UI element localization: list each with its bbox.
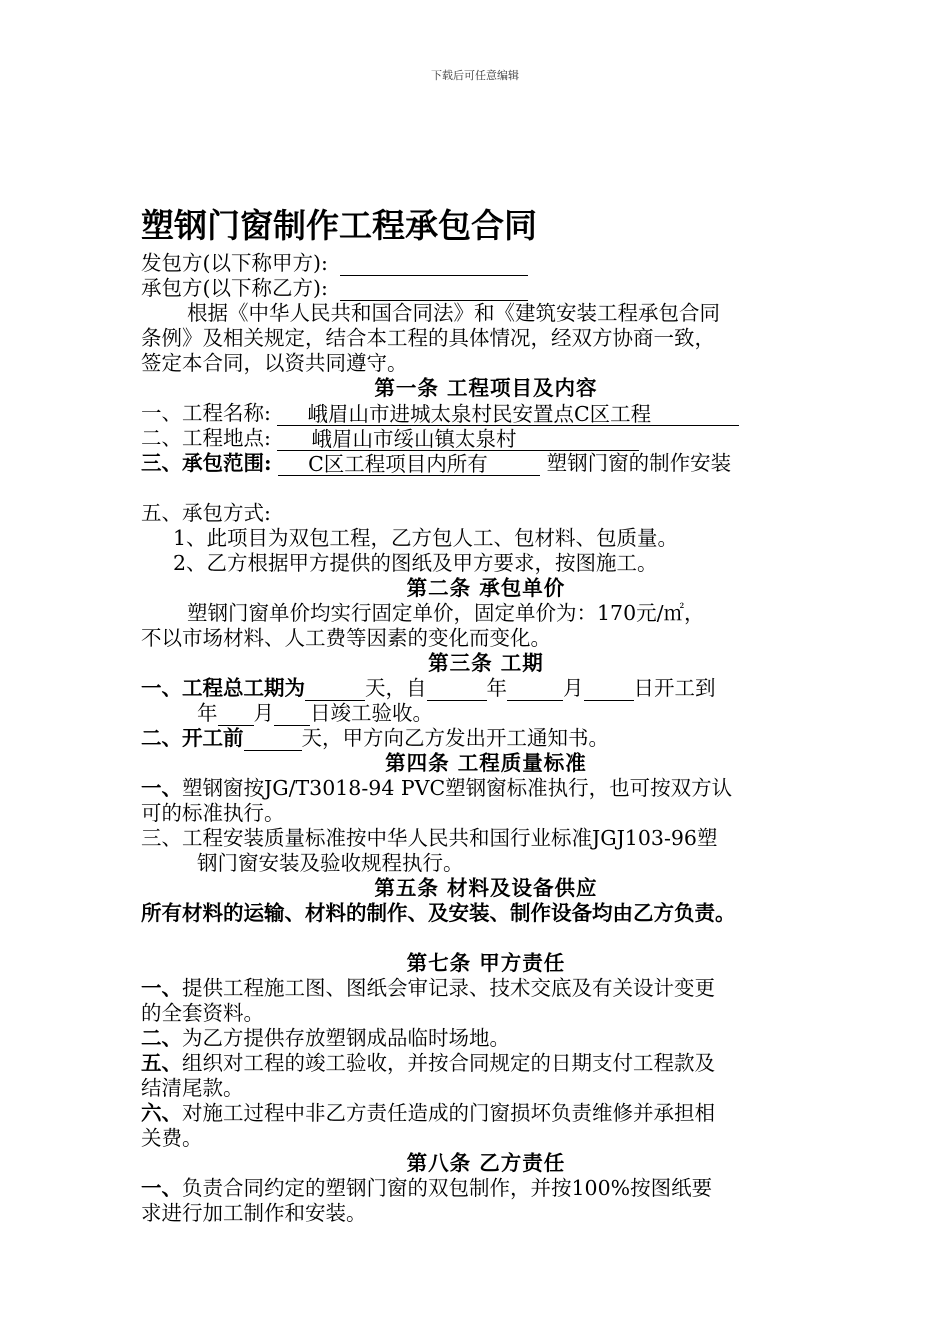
project-scope-rest: 塑钢门窗的制作安装 — [546, 451, 732, 475]
article-5-heading: 第五条 材料及设备供应 — [374, 876, 598, 900]
quality-item-1-line-2: 可的标准执行。 — [141, 801, 285, 825]
project-name-line — [141, 401, 831, 426]
party-b-line — [141, 276, 831, 301]
article-4-heading: 第四条 工程质量标准 — [385, 751, 587, 775]
duration-from-label: 天，自 — [365, 676, 427, 700]
article-3-heading: 第三条 工期 — [428, 651, 544, 675]
materials-supply-text: 所有材料的运输、材料的制作、及安装、制作设备均由乙方负责。 — [141, 901, 736, 925]
duration-days-blank[interactable] — [305, 678, 365, 701]
end-year-label: 年 — [197, 701, 218, 725]
project-scope-line — [141, 451, 831, 476]
article-2-heading: 第二条 承包单价 — [406, 576, 566, 600]
contract-mode-label: 五、承包方式: — [141, 501, 271, 525]
party-b-duty-1-line-2: 求进行加工制作和安装。 — [141, 1201, 367, 1225]
party-a-line — [141, 251, 831, 276]
contract-mode-item-2: 2、乙方根据甲方提供的图纸及甲方要求，按图施工。 — [173, 551, 658, 575]
project-scope-value: C区工程项目内所有 — [278, 453, 540, 476]
end-month-label: 月 — [253, 701, 274, 725]
party-a-duty-6-line-1 — [141, 1101, 831, 1126]
project-site-label: 二、工程地点: — [141, 426, 271, 450]
duration-line-3 — [141, 726, 831, 751]
quality-item-3-line-1: 三、工程安装质量标准按中华人民共和国行业标准JGJ103-96塑 — [141, 826, 718, 850]
party-a-duty-6-number: 六、 — [141, 1101, 182, 1125]
project-scope-label: 三、承包范围: — [141, 451, 272, 475]
party-a-duty-1-number: 一、 — [141, 976, 182, 1000]
page-header-note: 下载后可任意编辑 — [431, 69, 519, 82]
project-name-label: 一、工程名称: — [141, 401, 271, 425]
document-title: 塑钢门窗制作工程承包合同 — [141, 206, 537, 245]
party-a-duty-1-line-1 — [141, 976, 831, 1001]
start-month-label: 月 — [563, 676, 584, 700]
intro-line-1: 根据《中华人民共和国合同法》和《建筑安装工程承包合同 — [187, 301, 720, 325]
project-site-line — [141, 426, 831, 451]
party-a-blank[interactable] — [340, 253, 528, 276]
party-a-duty-2-number: 二、 — [141, 1026, 182, 1050]
quality-item-1-number: 一、 — [141, 776, 182, 800]
end-day-blank[interactable] — [274, 703, 310, 726]
party-a-duty-5-line-2: 结清尾款。 — [141, 1076, 244, 1100]
party-a-label: 发包方(以下称甲方): — [141, 251, 328, 275]
project-name-value: 峨眉山市进城太泉村民安置点C区工程 — [277, 403, 739, 426]
quality-item-3-line-2: 钢门窗安装及验收规程执行。 — [197, 851, 464, 875]
party-a-duty-2-text: 为乙方提供存放塑钢成品临时场地。 — [182, 1026, 510, 1050]
unit-price-line-1: 塑钢门窗单价均实行固定单价，固定单价为：170元/㎡， — [187, 601, 705, 625]
party-a-duty-5-line-1 — [141, 1051, 831, 1076]
quality-item-1-line-1 — [141, 776, 831, 801]
party-a-duty-5-number: 五、 — [141, 1051, 182, 1075]
article-7-heading: 第七条 甲方责任 — [406, 951, 566, 975]
party-a-duty-5-text: 组织对工程的竣工验收，并按合同规定的日期支付工程款及 — [182, 1051, 715, 1075]
quality-item-1-text: 塑钢窗按JG/T3018-94 PVC塑钢窗标准执行，也可按双方认 — [182, 776, 733, 800]
party-a-duty-6-text: 对施工过程中非乙方责任造成的门窗损坏负责维修并承担相 — [182, 1101, 715, 1125]
contract-document — [141, 205, 831, 1226]
party-a-duty-2 — [141, 1026, 831, 1051]
party-b-duty-1-number: 一、 — [141, 1176, 182, 1200]
party-b-duty-1-line-1 — [141, 1176, 831, 1201]
duration-total-label: 一、工程总工期为 — [141, 676, 305, 700]
notice-text: 天，甲方向乙方发出开工通知书。 — [301, 726, 609, 750]
start-year-blank[interactable] — [427, 678, 487, 701]
duration-line-2 — [141, 701, 831, 726]
notice-days-blank[interactable] — [244, 728, 302, 751]
duration-line-1 — [141, 676, 831, 701]
intro-line-2: 条例》及相关规定，结合本工程的具体情况，经双方协商一致， — [141, 326, 715, 350]
party-b-blank[interactable] — [340, 278, 528, 301]
end-month-blank[interactable] — [218, 703, 254, 726]
article-8-heading: 第八条 乙方责任 — [406, 1151, 566, 1175]
contract-mode-item-1: 1、此项目为双包工程，乙方包人工、包材料、包质量。 — [173, 526, 679, 550]
intro-line-3: 签定本合同，以资共同遵守。 — [141, 351, 408, 375]
start-day-blank[interactable] — [584, 678, 634, 701]
start-day-label: 日开工到 — [633, 676, 716, 700]
start-month-blank[interactable] — [507, 678, 563, 701]
start-year-label: 年 — [486, 676, 507, 700]
unit-price-line-2: 不以市场材料、人工费等因素的变化而变化。 — [141, 626, 551, 650]
party-a-duty-6-line-2: 关费。 — [141, 1126, 203, 1150]
project-site-value: 峨眉山市绥山镇太泉村 — [277, 428, 639, 451]
party-a-duty-1-line-2: 的全套资料。 — [141, 1001, 264, 1025]
party-a-duty-1-text: 提供工程施工图、图纸会审记录、技术交底及有关设计变更 — [182, 976, 715, 1000]
article-1-heading: 第一条 工程项目及内容 — [374, 376, 598, 400]
notice-label: 二、开工前 — [141, 726, 244, 750]
party-b-duty-1-text: 负责合同约定的塑钢门窗的双包制作，并按100%按图纸要 — [182, 1176, 713, 1200]
end-day-label: 日竣工验收。 — [310, 701, 433, 725]
party-b-label: 承包方(以下称乙方): — [141, 276, 328, 300]
